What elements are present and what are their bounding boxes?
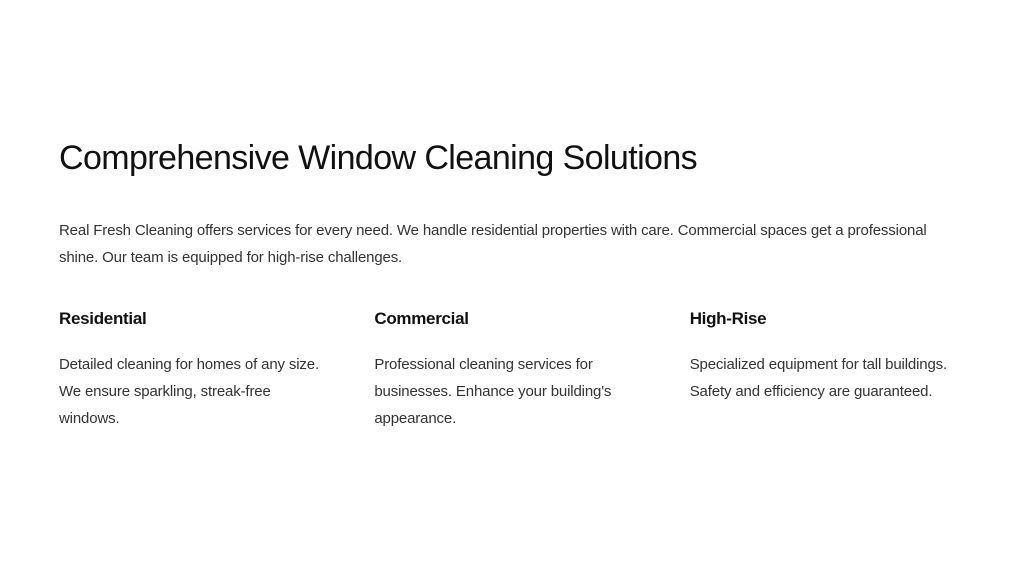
service-description: Specialized equipment for tall buildings. Safety and efficiency are guaranteed. — [689, 356, 948, 400]
content-section — [59, 136, 969, 432]
service-card-high-rise — [690, 307, 969, 432]
service-description: Detailed cleaning for homes of any size. We ensure sparkling, streak-free windows. — [59, 356, 319, 427]
page-title: Comprehensive Window Cleaning Solutions — [59, 139, 698, 177]
service-description: Professional cleaning services for businesses. Enhance your building's appearance. — [374, 356, 612, 427]
service-card-commercial — [374, 307, 635, 432]
service-title: Commercial — [374, 309, 469, 328]
service-title: High-Rise — [689, 309, 767, 328]
intro-paragraph: Real Fresh Cleaning offers services for every need. We handle residential properties with care. Commercial spaces get a professional shine. Our team is equipped for high-rise challenges. — [59, 222, 927, 266]
services-row — [59, 307, 969, 432]
service-card-residential — [59, 307, 320, 432]
service-title: Residential — [59, 309, 147, 328]
